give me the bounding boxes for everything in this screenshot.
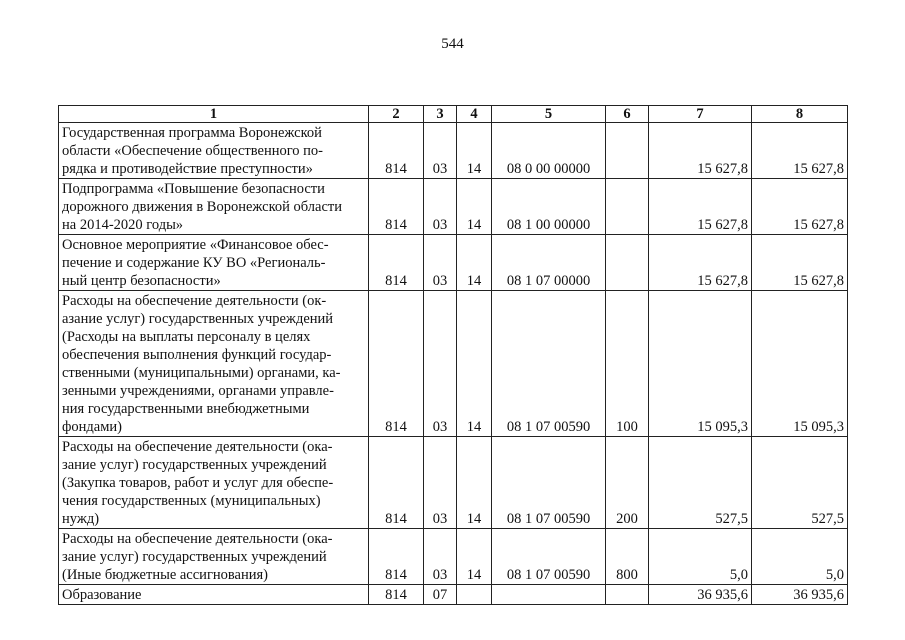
cell-name-line: дорожного движения в Воронежской области xyxy=(62,199,343,215)
cell-target-article: 08 1 07 00000 xyxy=(492,235,606,291)
cell-name-line: Расходы на обеспечение деятельности (ока- xyxy=(62,439,333,455)
cell-target-article: 08 1 07 00590 xyxy=(492,529,606,585)
cell-subsection: 14 xyxy=(457,291,492,437)
cell-expense-type: 200 xyxy=(606,437,649,529)
cell-amount-7: 527,5 xyxy=(649,437,752,529)
cell-name-line: (Расходы на выплаты персоналу в целях xyxy=(62,329,311,345)
cell-amount-7: 15 095,3 xyxy=(649,291,752,437)
cell-subsection: 14 xyxy=(457,123,492,179)
cell-expense-type xyxy=(606,179,649,235)
cell-section: 03 xyxy=(424,123,457,179)
cell-ministry: 814 xyxy=(369,291,424,437)
cell-name-line: (Закупка товаров, работ и услуг для обеспе- xyxy=(62,475,334,491)
cell-amount-8: 15 627,8 xyxy=(752,179,848,235)
cell-name xyxy=(59,585,369,605)
table-row xyxy=(59,291,848,437)
cell-target-article xyxy=(492,585,606,605)
cell-amount-7: 15 627,8 xyxy=(649,235,752,291)
cell-name-line: ния государственными внебюджетными xyxy=(62,401,310,417)
cell-name xyxy=(59,235,369,291)
cell-name-line: зенными учреждениями, органами управле- xyxy=(62,383,334,399)
cell-ministry: 814 xyxy=(369,437,424,529)
cell-ministry: 814 xyxy=(369,123,424,179)
header-cell-3: 3 xyxy=(424,106,457,123)
cell-name-line: ственными (муниципальными) органами, ка- xyxy=(62,365,341,381)
cell-section: 07 xyxy=(424,585,457,605)
cell-ministry: 814 xyxy=(369,179,424,235)
cell-name-line: азание услуг) государственных учреждений xyxy=(62,311,334,327)
table-row xyxy=(59,585,848,605)
cell-name-line: ный центр безопасности» xyxy=(62,273,221,289)
cell-name xyxy=(59,179,369,235)
cell-name-line: зание услуг) государственных учреждений xyxy=(62,457,327,473)
table-row xyxy=(59,179,848,235)
cell-name-line: обеспечения выполнения функций государ- xyxy=(62,347,332,363)
cell-subsection: 14 xyxy=(457,529,492,585)
cell-subsection: 14 xyxy=(457,235,492,291)
cell-amount-8: 527,5 xyxy=(752,437,848,529)
cell-target-article: 08 0 00 00000 xyxy=(492,123,606,179)
cell-ministry: 814 xyxy=(369,585,424,605)
header-row xyxy=(59,106,848,123)
cell-name-line: Основное мероприятие «Финансовое обес- xyxy=(62,237,329,253)
cell-subsection: 14 xyxy=(457,179,492,235)
cell-expense-type xyxy=(606,123,649,179)
cell-section: 03 xyxy=(424,291,457,437)
page-number: 544 xyxy=(441,36,464,52)
cell-name-line: Государственная программа Воронежской xyxy=(62,125,322,141)
cell-amount-8: 36 935,6 xyxy=(752,585,848,605)
cell-amount-8: 5,0 xyxy=(752,529,848,585)
header-cell-5: 5 xyxy=(492,106,606,123)
cell-amount-7: 5,0 xyxy=(649,529,752,585)
cell-subsection: 14 xyxy=(457,437,492,529)
cell-amount-7: 15 627,8 xyxy=(649,123,752,179)
cell-target-article: 08 1 00 00000 xyxy=(492,179,606,235)
cell-amount-8: 15 627,8 xyxy=(752,123,848,179)
table-row xyxy=(59,529,848,585)
cell-name-line: фондами) xyxy=(62,419,122,435)
cell-name-line: на 2014-2020 годы» xyxy=(62,217,184,233)
header-cell-7: 7 xyxy=(649,106,752,123)
header-cell-2: 2 xyxy=(369,106,424,123)
header-cell-1: 1 xyxy=(59,106,369,123)
cell-section: 03 xyxy=(424,235,457,291)
cell-section: 03 xyxy=(424,529,457,585)
cell-expense-type: 800 xyxy=(606,529,649,585)
cell-name-line: Расходы на обеспечение деятельности (ок- xyxy=(62,293,327,309)
cell-name xyxy=(59,123,369,179)
cell-name xyxy=(59,437,369,529)
cell-amount-7: 15 627,8 xyxy=(649,179,752,235)
cell-ministry: 814 xyxy=(369,235,424,291)
cell-name-line: Образование xyxy=(62,587,142,603)
cell-name-line: Подпрограмма «Повышение безопасности xyxy=(62,181,325,197)
table-row xyxy=(59,123,848,179)
cell-expense-type xyxy=(606,235,649,291)
cell-ministry: 814 xyxy=(369,529,424,585)
cell-name-line: области «Обеспечение общественного по- xyxy=(62,143,324,159)
cell-name-line: чения государственных (муниципальных) xyxy=(62,493,321,509)
cell-amount-7: 36 935,6 xyxy=(649,585,752,605)
table-row xyxy=(59,235,848,291)
budget-table xyxy=(58,105,848,605)
cell-name-line: рядка и противодействие преступности» xyxy=(62,161,313,177)
cell-target-article: 08 1 07 00590 xyxy=(492,291,606,437)
cell-amount-8: 15 627,8 xyxy=(752,235,848,291)
cell-name-line: зание услуг) государственных учреждений xyxy=(62,549,327,565)
cell-name-line: печение и содержание КУ ВО «Региональ- xyxy=(62,255,326,271)
cell-section: 03 xyxy=(424,437,457,529)
cell-name-line: Расходы на обеспечение деятельности (ока- xyxy=(62,531,333,547)
table-body xyxy=(59,123,848,605)
cell-expense-type xyxy=(606,585,649,605)
cell-name-line: нужд) xyxy=(62,511,100,527)
cell-name xyxy=(59,291,369,437)
cell-subsection xyxy=(457,585,492,605)
cell-amount-8: 15 095,3 xyxy=(752,291,848,437)
header-cell-6: 6 xyxy=(606,106,649,123)
cell-expense-type: 100 xyxy=(606,291,649,437)
header-cell-4: 4 xyxy=(457,106,492,123)
cell-name-line: (Иные бюджетные ассигнования) xyxy=(62,567,269,583)
header-cell-8: 8 xyxy=(752,106,848,123)
cell-target-article: 08 1 07 00590 xyxy=(492,437,606,529)
table-row xyxy=(59,437,848,529)
cell-name xyxy=(59,529,369,585)
cell-section: 03 xyxy=(424,179,457,235)
